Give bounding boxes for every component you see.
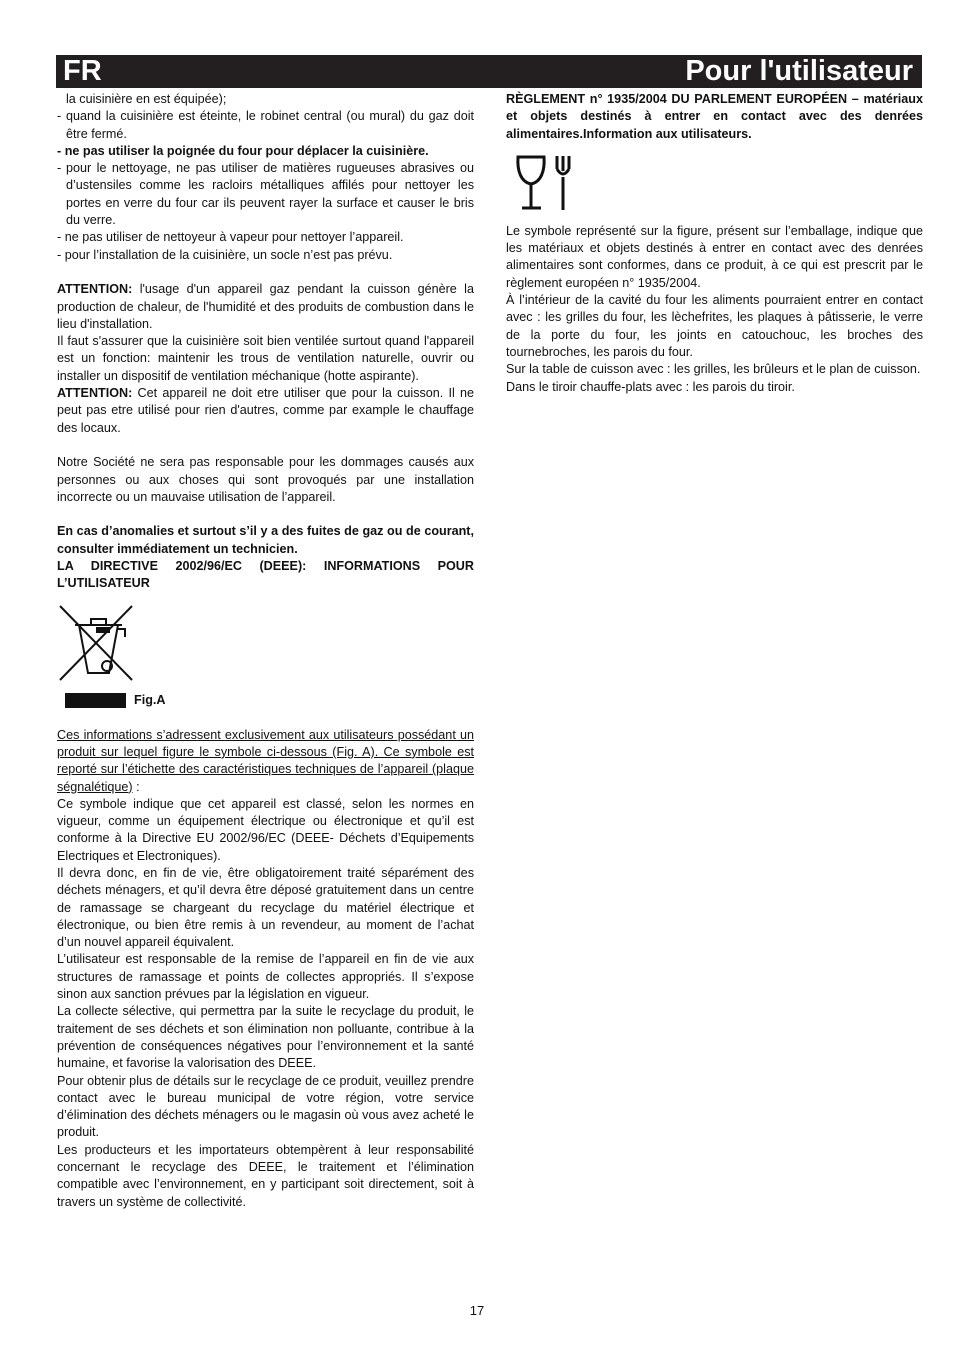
figure-bar [65,693,126,708]
paragraph: Dans le tiroir chauffe-plats avec : les parois du tiroir. [506,379,795,394]
paragraph: L’utilisateur est responsable de la remise de l’appareil en fin de vie aux structures de ramassage et points de collectes appropriés. Il s’expose sinon aux sanction prévues par la législation en vigueur. [57,952,474,1002]
liability-paragraph: Notre Société ne sera pas responsable pour les dommages causés aux personnes ou aux choses qui sont provoqués par une installation incorrecte ou un mauvaise utilisation de l’appareil. [57,455,474,504]
figure-caption [57,689,474,715]
paragraph: La collecte sélective, qui permettra par la suite le recyclage du produit, le traitement de ses déchets et son élimination non polluante, contribue à la prévention de conséquences négatives pour l’environnement et la santé humaine, et favorise la valorisation des DEEE. [57,1004,474,1071]
paragraph: À l’intérieur de la cavité du four les aliments pourraient entrer en contact avec : les grilles du four, les lèchefrites, les plaques à pâtisserie, le verre de la porte du four, les joints en catouchouc, les broches des tournebroches, les parois du four. [506,293,923,359]
paragraph: Les producteurs et les importateurs obtempèrent à leur responsabilité concernant le recyclage des DEEE, le traitement et l’élimination compatible avec l’environnement, en y participant soit directement, soit à travers un système de collectivité. [57,1142,474,1209]
info-paragraph: Ces informations s’adressent exclusivement aux utilisateurs possédant un produit sur lequel figure le symbole ci-dessous (Fig. A). Ce symbole est reporté sur l’étichette des caractéristiques techniques de l’appareil (plaque ségnalétique) : [57,727,474,794]
list-item-text: quand la cuisinière est éteinte, le robinet central (ou mural) du gaz doit être fermé. [66,109,474,141]
list-item-text: pour le nettoyage, ne pas utiliser de matières rugueuses abrasives ou d’ustensiles comme les racloirs métalliques affilés pour nettoyer les portes en verre du four car ils peuvent rayer la surface et causer le bris du verre. [66,161,474,228]
paragraph: - pour l’installation de la cuisinière, un socle n’est pas prévu. [57,247,393,262]
directive-heading: LA DIRECTIVE 2002/96/EC (DEEE): INFORMATIONS POUR L’UTILISATEUR [57,559,474,591]
page-number: 17 [469,1303,485,1318]
paragraph: - ne pas utiliser de nettoyeur à vapeur pour nettoyer l’appareil. [57,230,404,245]
figure-label: Fig.A [134,692,166,707]
paragraph: Il devra donc, en fin de vie, être obligatoirement traité séparément des déchets ménagers, et qu’il devra être déposé gratuitement dans un centre de ramassage se chargeant du recyclage du matériel électrique et électronique, ou bien être remis à un revendeur, au moment de l’achat d’un nouvel appareil équivalent. [57,865,474,950]
paragraph: la cuisinière en est équipée); [66,92,227,106]
attention-label: ATTENTION: [57,386,133,401]
page-title: Pour l'utilisateur [685,55,913,87]
language-code: FR [63,55,102,87]
attention-paragraph: ATTENTION: l'usage d'un appareil gaz pendant la cuisson génère la production de chaleur, de l'humidité et des produits de combustion dans le lieu d'installation. [57,282,474,331]
attention-paragraph: ATTENTION: Cet appareil ne doit etre utiliser que pour la cuisson. Il ne peut pas etre utilisé pour rien d'autres, comme par example le chauffage des locaux. [57,386,474,435]
anomalies-warning: En cas d’anomalies et surtout s’il y a des fuites de gaz ou de courant, consulter immédiatement un technicien. [57,524,474,556]
crossed-bin-icon [57,603,135,683]
paragraph: Pour obtenir plus de détails sur le recyclage de ce produit, veuillez prendre contact avec le bureau municipal de votre région, votre service d’élimination des déchets ménagers ou le magasin où vous avez acheté le produit. [57,1073,474,1140]
right-column [506,91,923,396]
ventilation-paragraph: Il faut s'assurer que la cuisinière soit bien ventilée surtout quand l'appareil est un fonction: maintenir les trous de ventilation naturelle, ouvrir ou installer un dispositif de ventilation méchanique (hotte aspirante). [57,334,474,383]
list-item: - quand la cuisinière est éteinte, le robinet central (ou mural) du gaz doit être fermé. [57,108,474,143]
left-column [57,91,474,1211]
regulation-heading: RÈGLEMENT n° 1935/2004 DU PARLEMENT EUROPÉEN – matériaux et objets destinés à entrer en contact avec des denrées alimentaires.Information aux utilisateurs. [506,92,923,141]
food-contact-icon [514,153,574,213]
warning-line: - ne pas utiliser la poignée du four pour déplacer la cuisinière. [57,143,429,158]
page-header [56,55,922,88]
list-item: - pour le nettoyage, ne pas utiliser de matières rugueuses abrasives ou d’ustensiles comme les racloirs métalliques affilés pour nettoyer les portes en verre du four car ils peuvent rayer la surface et causer le bris du verre. [57,160,474,229]
paragraph: Sur la table de cuisson avec : les grilles, les brûleurs et le plan de cuisson. [506,362,921,377]
paragraph: Le symbole représenté sur la figure, présent sur l’emballage, indique que les matériaux et objets destinés à entrer en contact avec des denrées alimentaires sont conformes, dans ce produit, à ce qui est prescrit par le règlement européen n° 1935/2004. [506,223,923,290]
attention-label: ATTENTION: [57,282,133,297]
paragraph: Ce symbole indique que cet appareil est classé, selon les normes en vigueur, comme un équipement électrique ou électronique et qu’il est conforme à la Directive EU 2002/96/EC (DEEE- Déchets d’Equipements Electriques et Electroniques). [57,796,474,863]
